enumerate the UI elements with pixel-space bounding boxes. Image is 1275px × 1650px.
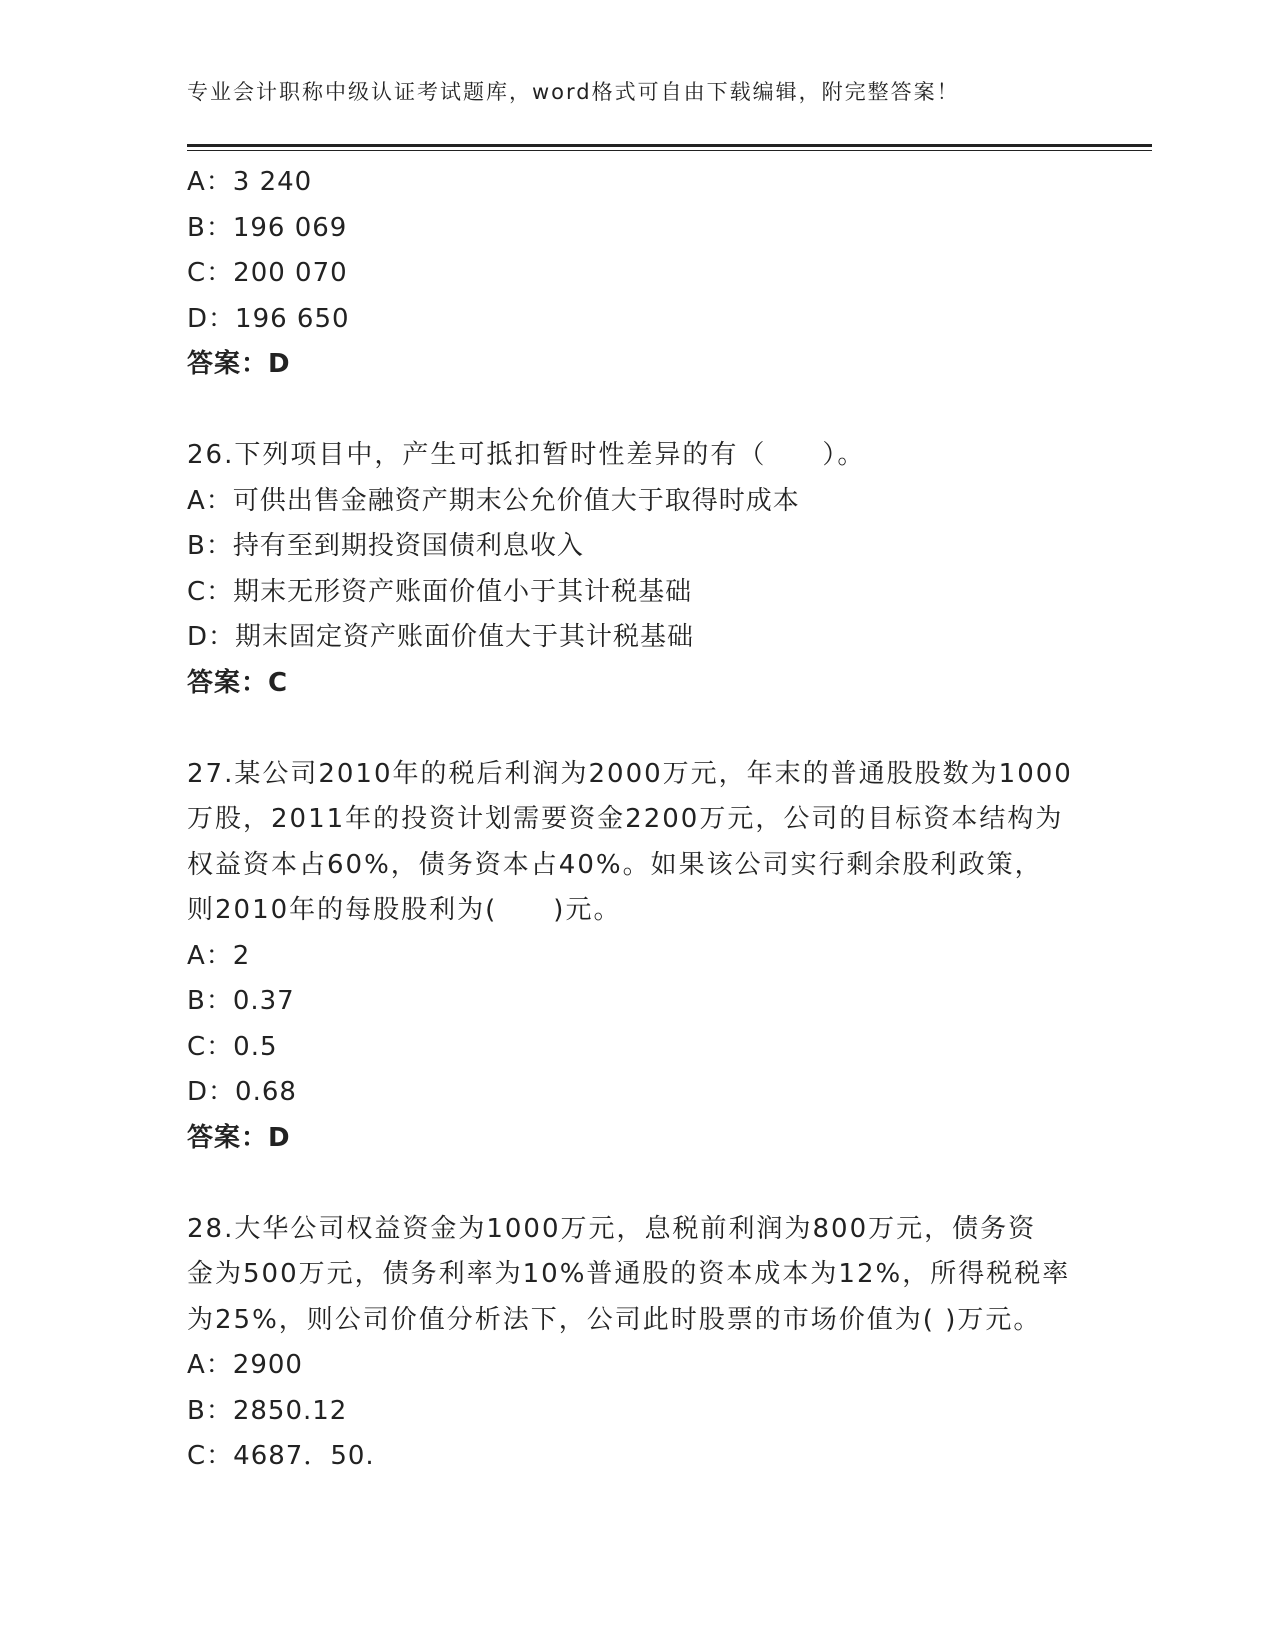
- page-header: 专业会计职称中级认证考试题库，word格式可自由下载编辑，附完整答案！: [187, 80, 960, 104]
- question-25: [187, 160, 1087, 388]
- question-27: [187, 752, 1087, 1162]
- option-d: D：期末固定资产账面价值大于其计税基础: [187, 622, 695, 652]
- option-b: B：2850.12: [187, 1395, 348, 1426]
- option-d: D：0.68: [187, 1077, 297, 1107]
- option-b: B：196 069: [187, 212, 348, 243]
- option-c: C：4687．50.: [187, 1441, 375, 1471]
- option-d: D：196 650: [187, 303, 350, 334]
- option-a: A：2900: [187, 1350, 303, 1380]
- question-text-line-3: 为25%，则公司价值分析法下，公司此时股票的市场价值为( )万元。: [187, 1304, 1042, 1335]
- question-text-line-3: 权益资本占60%，债务资本占40%。如果该公司实行剩余股利政策，: [187, 849, 1043, 880]
- option-c: C：0.5: [187, 1031, 278, 1062]
- option-b: B：0.37: [187, 986, 295, 1016]
- option-c: C：期末无形资产账面价值小于其计税基础: [187, 576, 693, 607]
- option-a: A：2: [187, 940, 251, 971]
- question-text-line-1: 27.某公司2010年的税后利润为2000万元，年末的普通股股数为1000: [187, 758, 1073, 789]
- question-text-line-2: 万股，2011年的投资计划需要资金2200万元，公司的目标资本结构为: [187, 804, 1064, 834]
- question-text-line-4: 则2010年的每股股利为( )元。: [187, 895, 622, 925]
- option-c: C：200 070: [187, 258, 348, 288]
- question-text-line-1: 28.大华公司权益资金为1000万元，息税前利润为800万元，债务资: [187, 1213, 1037, 1244]
- question-text-line-2: 金为500万元，债务利率为10%普通股的资本成本为12%，所得税税率: [187, 1259, 1071, 1289]
- header-rule-thin: [187, 150, 1152, 151]
- question-text: 26.下列项目中，产生可抵扣暂时性差异的有（ ）。: [187, 440, 866, 470]
- question-26: [187, 433, 1087, 706]
- header-rule-thick: [187, 144, 1152, 147]
- option-b: B：持有至到期投资国债利息收入: [187, 531, 584, 561]
- question-content: [187, 160, 1087, 1480]
- answer: 答案：C: [187, 667, 289, 698]
- question-28: [187, 1207, 1087, 1480]
- spacer: [187, 706, 1087, 752]
- answer: 答案：D: [187, 349, 291, 379]
- spacer: [187, 1161, 1087, 1207]
- option-a: A：可供出售金融资产期末公允价值大于取得时成本: [187, 485, 800, 516]
- answer: 答案：D: [187, 1122, 291, 1153]
- option-a: A：3 240: [187, 167, 313, 197]
- spacer: [187, 388, 1087, 434]
